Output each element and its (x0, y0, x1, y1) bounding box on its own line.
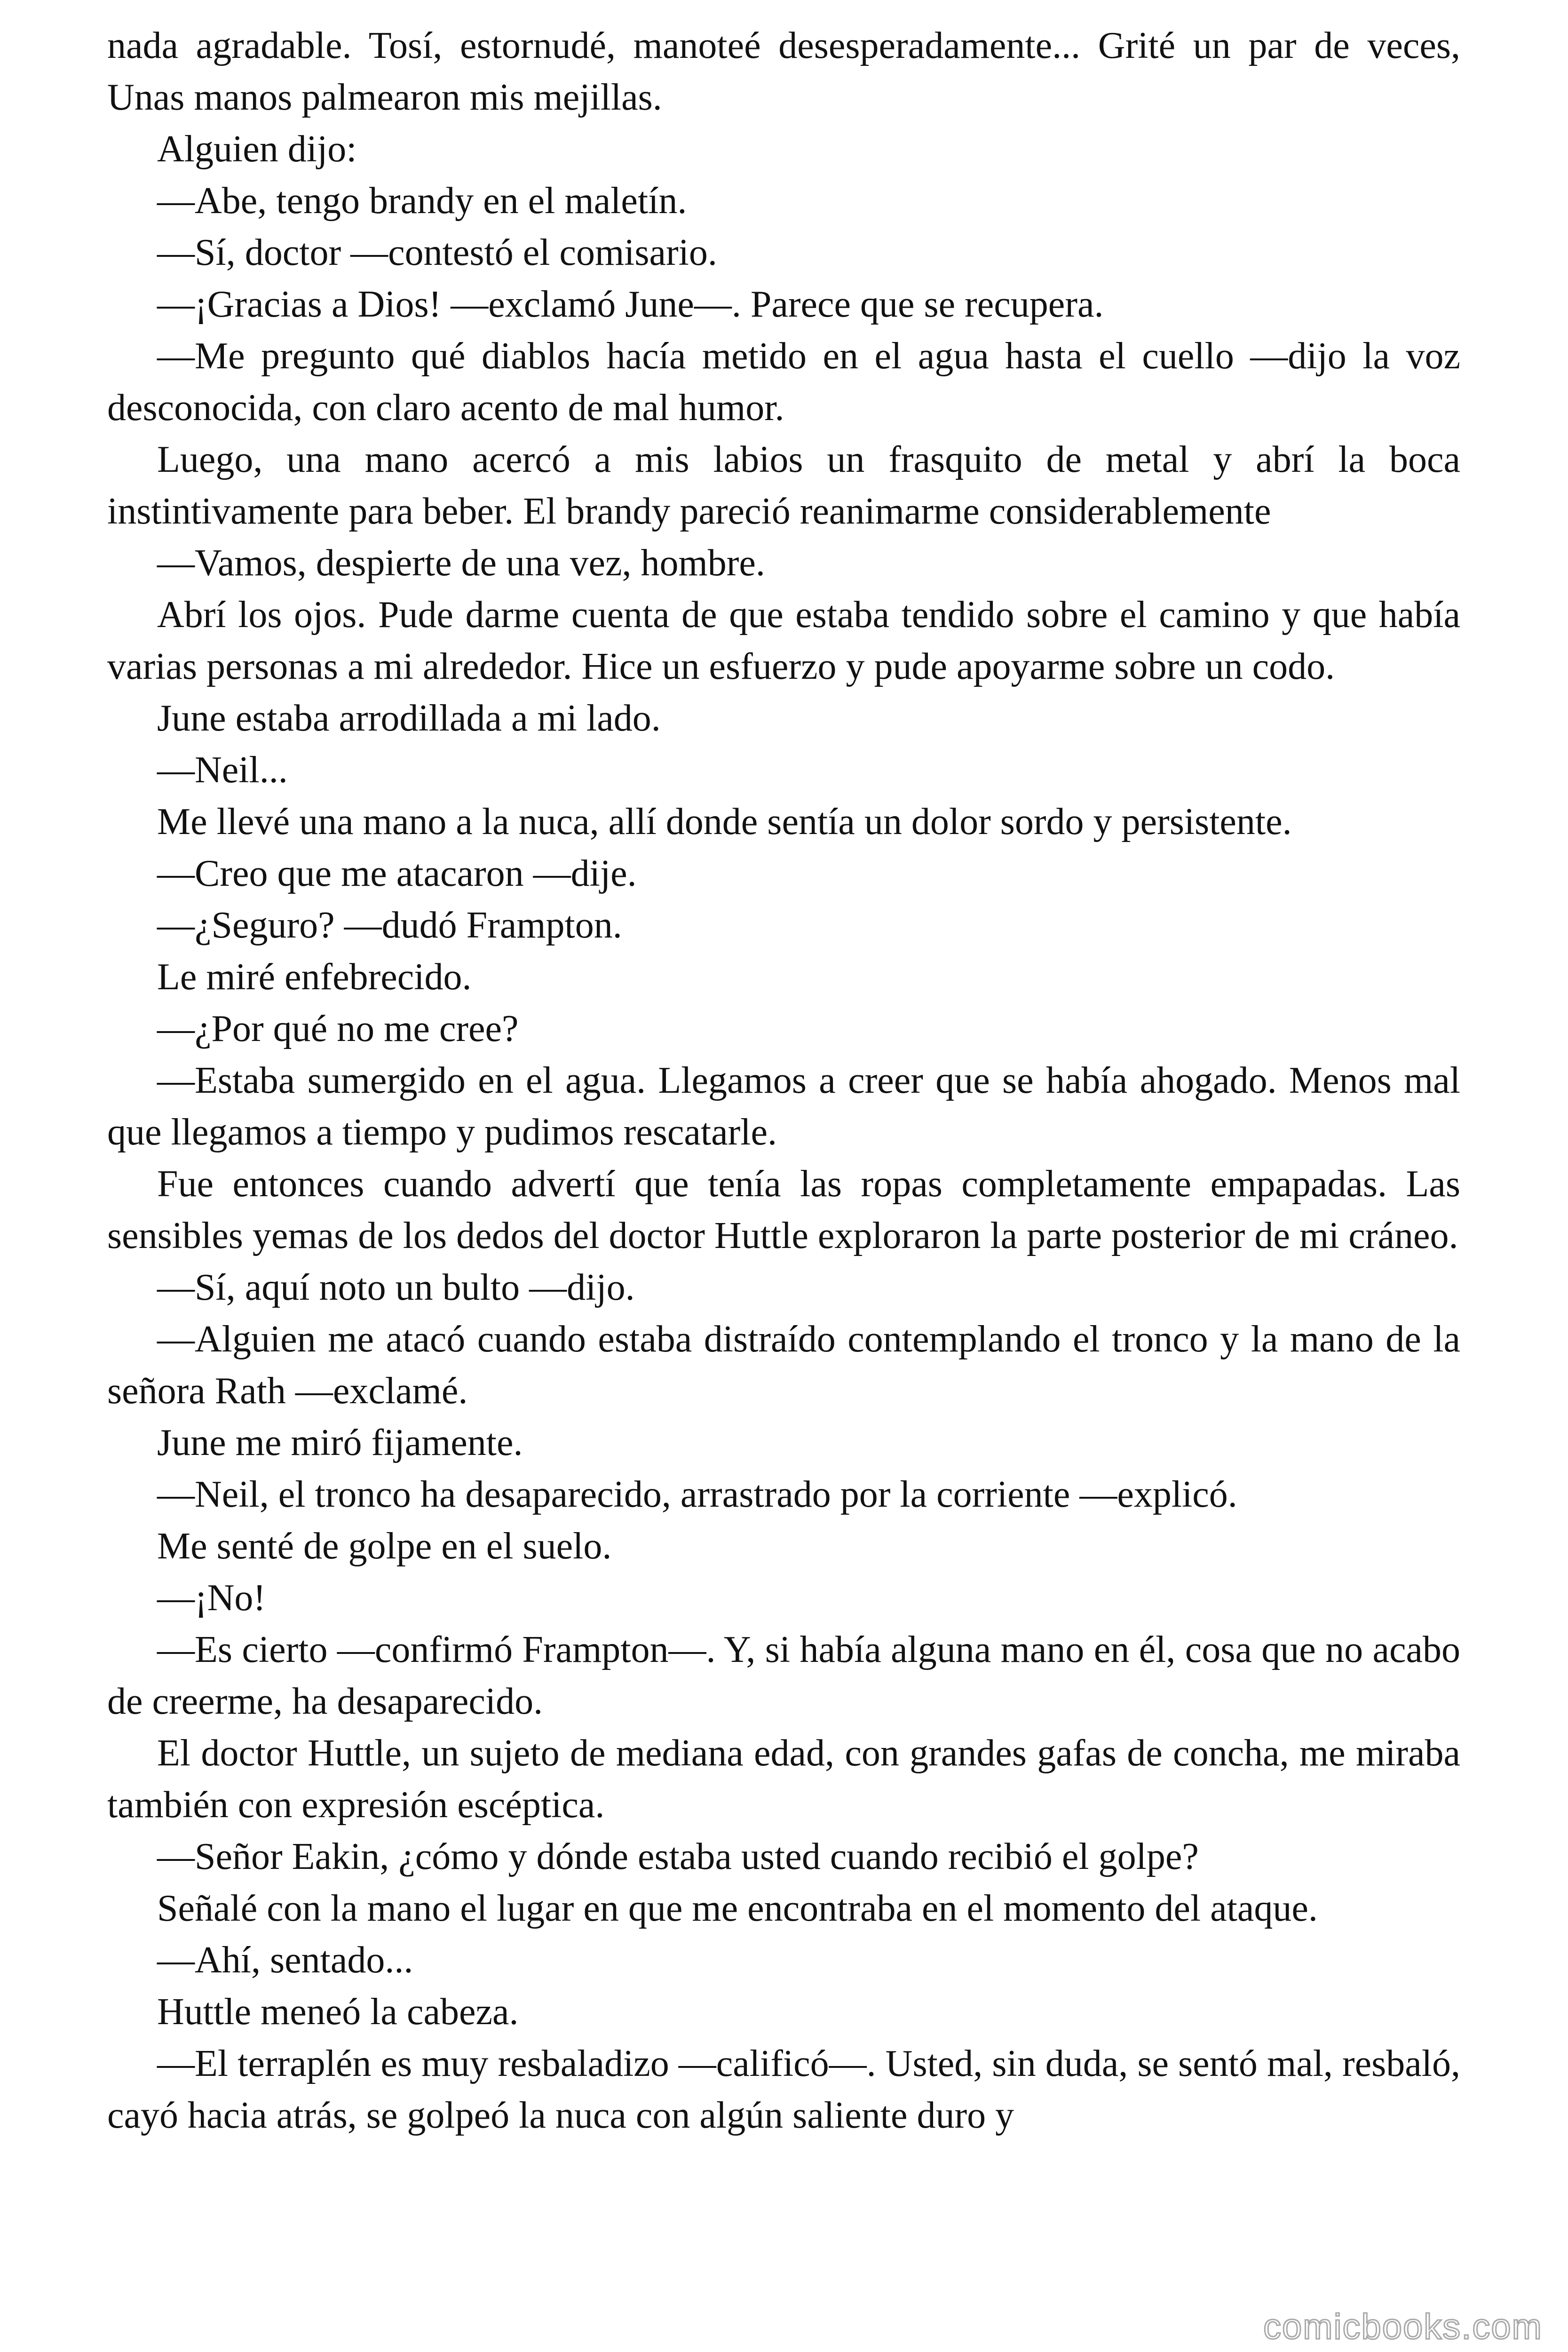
paragraph: —Sí, doctor —contestó el comisario. (157, 232, 717, 273)
paragraph: —Neil, el tronco ha desaparecido, arrastrado por la corriente —explicó. (157, 1474, 1237, 1515)
paragraph: —El terraplén es muy resbaladizo —calificó—. Usted, sin duda, se sentó mal, resbaló, cayó hacia atrás, se golpeó la nuca con algún saliente duro y (107, 2043, 1460, 2136)
paragraph: —Me pregunto qué diablos hacía metido en el agua hasta el cuello —dijo la voz desconocida, con claro acento de mal humor. (107, 335, 1460, 429)
paragraph: —Neil... (157, 749, 288, 791)
paragraph: Me senté de golpe en el suelo. (157, 1526, 612, 1567)
paragraph: —¿Seguro? —dudó Frampton. (157, 905, 622, 946)
paragraph: June me miró fijamente. (157, 1422, 523, 1463)
paragraph: —Ahí, sentado... (157, 1939, 413, 1981)
paragraph: El doctor Huttle, un sujeto de mediana edad, con grandes gafas de concha, me miraba también con expresión escéptica. (107, 1732, 1460, 1826)
paragraph: Huttle meneó la cabeza. (157, 1991, 519, 2033)
paragraph: —Señor Eakin, ¿cómo y dónde estaba usted cuando recibió el golpe? (157, 1836, 1199, 1877)
paragraph: —¡Gracias a Dios! —exclamó June—. Parece que se recupera. (157, 284, 1104, 325)
paragraph: —Estaba sumergido en el agua. Llegamos a creer que se había ahogado. Menos mal que llegamos a tiempo y pudimos rescatarle. (107, 1060, 1460, 1153)
watermark-text: comicbooks.com (1263, 2307, 1543, 2347)
paragraph: Me llevé una mano a la nuca, allí donde sentía un dolor sordo y persistente. (157, 801, 1292, 842)
paragraph: Luego, una mano acercó a mis labios un frasquito de metal y abrí la boca instintivamente para beber. El brandy pareció reanimarme considerablemente (107, 439, 1460, 532)
paragraph: —Abe, tengo brandy en el maletín. (157, 180, 687, 222)
paragraph: June estaba arrodillada a mi lado. (157, 698, 661, 739)
page-body (107, 20, 1460, 2141)
paragraph: —¿Por qué no me cree? (157, 1008, 519, 1049)
paragraph: —Es cierto —confirmó Frampton—. Y, si había alguna mano en él, cosa que no acabo de creerme, ha desaparecido. (107, 1629, 1460, 1722)
paragraph: Le miré enfebrecido. (157, 956, 472, 998)
paragraph: Señalé con la mano el lugar en que me encontraba en el momento del ataque. (157, 1888, 1318, 1929)
paragraph: Fue entonces cuando advertí que tenía las ropas completamente empapadas. Las sensibles yemas de los dedos del doctor Huttle exploraron la parte posterior de mi cráneo. (107, 1163, 1460, 1256)
paragraph: —Alguien me atacó cuando estaba distraído contemplando el tronco y la mano de la señora Rath —exclamé. (107, 1319, 1460, 1412)
paragraph: Alguien dijo: (157, 128, 357, 170)
paragraph: Abrí los ojos. Pude darme cuenta de que estaba tendido sobre el camino y que había varias personas a mi alrededor. Hice un esfuerzo y pude apoyarme sobre un codo. (107, 594, 1460, 687)
paragraph: —¡No! (157, 1577, 266, 1619)
paragraph: nada agradable. Tosí, estornudé, manoteé desesperadamente... Grité un par de veces, Unas manos palmearon mis mejillas. (107, 25, 1460, 118)
paragraph: —Creo que me atacaron —dije. (157, 853, 637, 894)
paragraph: —Sí, aquí noto un bulto —dijo. (157, 1267, 635, 1308)
paragraph: —Vamos, despierte de una vez, hombre. (157, 542, 765, 584)
